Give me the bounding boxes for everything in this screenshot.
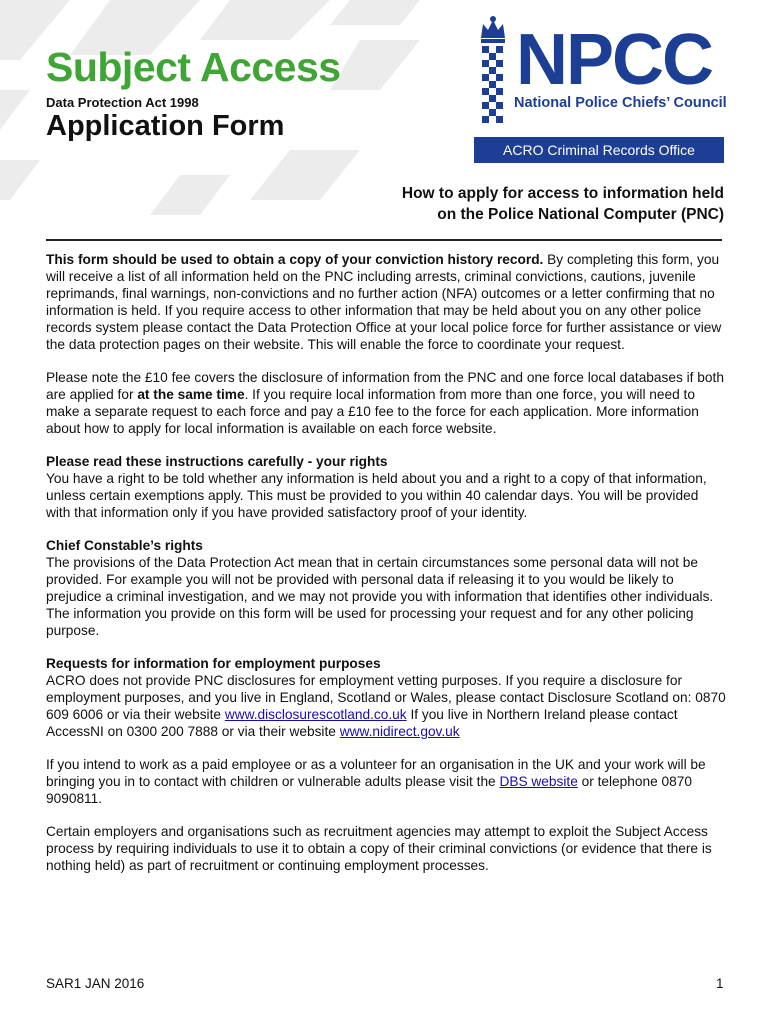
heading-line-1: How to apply for access to information held <box>401 185 724 202</box>
heading-line-2: on the Police National Computer (PNC) <box>437 206 724 223</box>
employment-heading: Requests for information for employment purposes <box>46 656 381 671</box>
section-heading <box>402 183 724 225</box>
act-label: Data Protection Act 1998 <box>46 95 199 110</box>
document-subtitle: Application Form <box>46 110 285 142</box>
page-number: 1 <box>716 976 724 991</box>
document-body <box>46 251 726 890</box>
checker-pattern-icon <box>482 46 504 126</box>
intro-text: By completing this form, you will receive a list of all information held on the PNC including arrests, criminal convictions, cautions, juvenile reprimands, final warnings, non-convictions and no further action (NFA) outcomes or a letter confirming that no information is held. If you require access to other information that may be held about you on any other police records system please contact the Data Protection Office at your local police force for further assistance or view the data protection pages on their website. This will enable the force to coordinate your request. <box>46 252 722 352</box>
disclosure-scotland-link[interactable]: www.disclosurescotland.co.uk <box>224 707 407 722</box>
form-code: SAR1 JAN 2016 <box>46 976 145 991</box>
employment-text-2: If you live in Northern Ireland please contact AccessNI on 0300 200 7888 or via their website <box>46 707 678 739</box>
npcc-logo <box>474 14 730 166</box>
volunteer-text-2: or telephone 0870 9090811. <box>46 774 692 806</box>
fee-text-b: . If you require local information from more than one force, you will need to make a separate request to each force and pay a £10 fee to the force for each application. More information about how to apply for local information is available on each force website. <box>46 387 699 436</box>
acro-office-banner: ACRO Criminal Records Office <box>474 137 724 163</box>
fee-bold: at the same time <box>137 387 245 402</box>
dbs-website-link[interactable]: DBS website <box>499 774 578 789</box>
crown-icon <box>478 14 508 44</box>
nidirect-link[interactable]: www.nidirect.gov.uk <box>339 724 460 739</box>
logo-wordmark: NPCC <box>516 20 713 100</box>
constable-section <box>46 537 726 639</box>
fee-text-a: Please note the £10 fee covers the disclosure of information from the PNC and one force local databases if both are applied for <box>46 370 724 402</box>
volunteer-paragraph <box>46 756 726 807</box>
volunteer-text-1: If you intend to work as a paid employee or as a volunteer for an organisation in the UK and your work will be bringing you in to contact with children or vulnerable adults please visit the <box>46 757 706 789</box>
divider <box>46 239 722 241</box>
logo-organisation-name: National Police Chiefs’ Council <box>514 95 727 111</box>
intro-paragraph <box>46 251 726 353</box>
constable-text: The provisions of the Data Protection Act mean that in certain circumstances some personal data will not be provided. For example you will not be provided with personal data if releasing it to you would be likely to prejudice a criminal investigation, and we may not provide you with information that identifies other individuals. The information you provide on this form will be used for processing your request and for any other policing purpose. <box>46 555 714 638</box>
employment-section <box>46 655 726 740</box>
constable-heading: Chief Constable’s rights <box>46 538 203 553</box>
employers-paragraph: Certain employers and organisations such as recruitment agencies may attempt to exploit the Subject Access process by requiring individuals to use it to obtain a copy of their criminal convictions (or evidence that there is nothing held) as part of recruitment or continuing employment processes. <box>46 824 712 873</box>
intro-bold: This form should be used to obtain a copy of your conviction history record. <box>46 252 544 267</box>
document-title: Subject Access <box>46 44 341 90</box>
fee-paragraph <box>46 369 726 437</box>
rights-section <box>46 453 726 521</box>
rights-heading: Please read these instructions carefully - your rights <box>46 454 388 469</box>
employment-text-1: ACRO does not provide PNC disclosures for employment vetting purposes. If you require a disclosure for employment purposes, and you live in England, Scotland or Wales, please contact Disclosure Scotland on: 0870 609 6006 or via their website <box>46 673 726 722</box>
rights-text: You have a right to be told whether any information is held about you and a right to a copy of that information, unless certain exemptions apply. This must be provided to you within 40 calendar days. You will be provided with that information only if you have provided satisfactory proof of your identity. <box>46 471 707 520</box>
